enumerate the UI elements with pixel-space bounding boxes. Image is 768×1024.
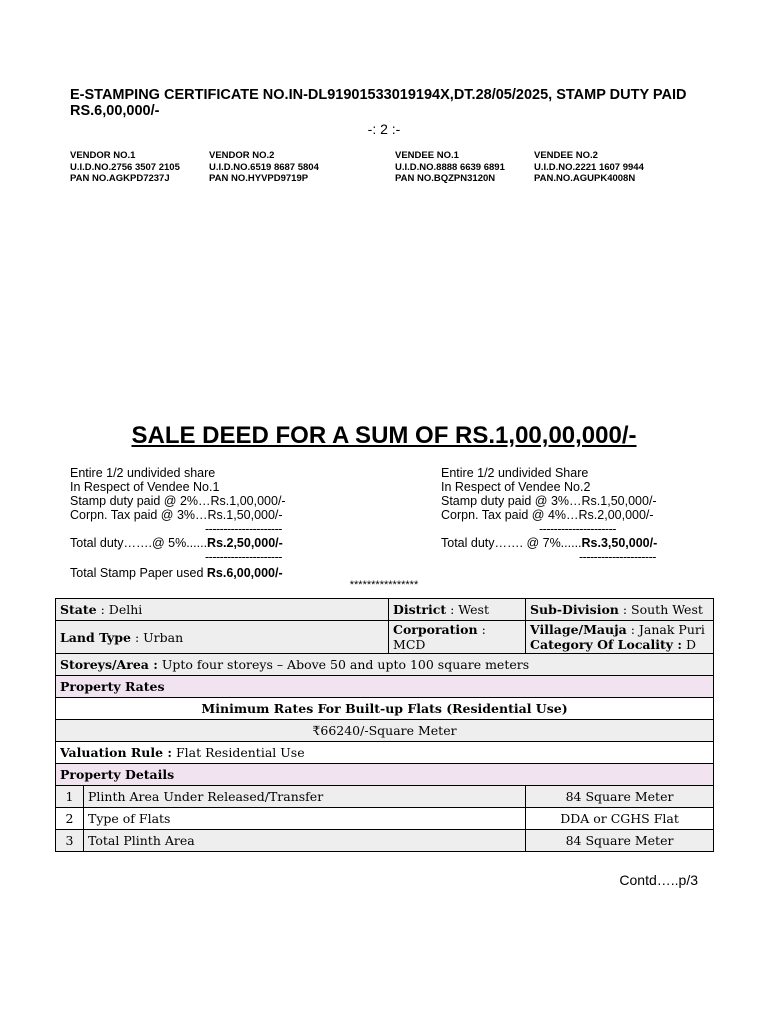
party-title: VENDOR NO.1 [70, 150, 136, 161]
min-rates-row [56, 698, 714, 720]
total-duty-label: Total duty…….@ 5%...... [70, 536, 208, 550]
total-duty-line [70, 536, 286, 550]
row-value: DDA or CGHS Flat [526, 808, 714, 830]
stamp-duty-line: Stamp duty paid @ 2%…Rs.1,00,000/- [70, 494, 286, 508]
party-vendee-2 [534, 150, 644, 185]
vendee-line: In Respect of Vendee No.1 [70, 480, 220, 494]
landtype-row [56, 621, 714, 654]
property-details-row [56, 764, 714, 786]
party-title: VENDEE NO.2 [534, 150, 598, 161]
location-row [56, 599, 714, 621]
state-cell: State : Delhi [56, 599, 389, 621]
row-number: 3 [56, 830, 84, 852]
party-uid: U.I.D.NO.6519 8687 5804 [209, 161, 319, 173]
corpn-tax-line: Corpn. Tax paid @ 3%…Rs.1,50,000/- [70, 508, 283, 522]
property-table [55, 598, 714, 852]
total-duty-value: Rs.3,50,000/- [581, 536, 658, 550]
duty-left [70, 466, 286, 564]
stamp-duty-line: Stamp duty paid @ 3%…Rs.1,50,000/- [441, 494, 657, 508]
property-rates-row [56, 676, 714, 698]
divider-dashes: --------------------- [539, 522, 616, 536]
row-number: 1 [56, 786, 84, 808]
corpn-tax-line: Corpn. Tax paid @ 4%…Rs.2,00,000/- [441, 508, 654, 522]
party-vendor-2 [209, 150, 319, 185]
row-item: Total Plinth Area [84, 830, 526, 852]
stars-separator: **************** [349, 579, 419, 591]
party-uid: U.I.D.NO.2221 1607 9944 [534, 161, 644, 173]
stamp-paper-value: Rs.6,00,000/- [206, 566, 283, 580]
table-row [56, 786, 714, 808]
party-title: VENDOR NO.2 [209, 150, 275, 161]
total-duty-line [441, 536, 657, 550]
property-rates-heading: Property Rates [56, 676, 714, 698]
party-title: VENDEE NO.1 [395, 150, 459, 161]
divider-dashes: --------------------- [205, 522, 282, 536]
valuation-cell: Valuation Rule : Flat Residential Use [56, 742, 714, 764]
row-item: Type of Flats [84, 808, 526, 830]
party-vendor-1 [70, 150, 180, 185]
divider-dashes: --------------------- [579, 550, 656, 564]
certificate-line: E-STAMPING CERTIFICATE NO.IN-DL91901533019194X,DT.28/05/2025, STAMP DUTY PAID RS.6,00,000/- [70, 87, 687, 119]
rate-value: ₹66240/-Square Meter [56, 720, 714, 742]
total-stamp-paper [70, 566, 283, 580]
divider-dashes: --------------------- [205, 550, 282, 564]
total-duty-value: Rs.2,50,000/- [207, 536, 283, 550]
duty-right [441, 466, 657, 564]
corporation-cell: Corporation : MCD [389, 621, 526, 654]
row-number: 2 [56, 808, 84, 830]
row-value: 84 Square Meter [526, 786, 714, 808]
total-duty-label: Total duty……. @ 7%...... [441, 536, 582, 550]
page-marker: -: 2 :- [367, 121, 401, 137]
stamp-paper-label: Total Stamp Paper used [70, 566, 207, 580]
deed-title: SALE DEED FOR A SUM OF RS.1,00,00,000/- [131, 422, 637, 449]
rate-value-row [56, 720, 714, 742]
min-rates-heading: Minimum Rates For Built-up Flats (Residential Use) [56, 698, 714, 720]
row-value: 84 Square Meter [526, 830, 714, 852]
share-line: Entire 1/2 undivided Share [441, 466, 589, 480]
village-locality-cell: Village/Mauja : Janak Puri Category Of Locality : D [526, 621, 714, 654]
party-pan: PAN NO.AGKPD7237J [70, 173, 170, 184]
table-row [56, 808, 714, 830]
row-item: Plinth Area Under Released/Transfer [84, 786, 526, 808]
party-pan: PAN.NO.AGUPK4008N [534, 173, 636, 184]
party-uid: U.I.D.NO.2756 3507 2105 [70, 161, 180, 173]
valuation-row [56, 742, 714, 764]
party-uid: U.I.D.NO.8888 6639 6891 [395, 161, 505, 173]
storeys-row [56, 654, 714, 676]
district-cell: District : West [389, 599, 526, 621]
landtype-cell: Land Type : Urban [56, 621, 389, 654]
party-vendee-1 [395, 150, 505, 185]
property-details-heading: Property Details [56, 764, 714, 786]
continued-note: Contd…..p/3 [619, 872, 698, 888]
share-line: Entire 1/2 undivided share [70, 466, 216, 480]
table-row [56, 830, 714, 852]
party-pan: PAN NO.HYVPD9719P [209, 173, 309, 184]
vendee-line: In Respect of Vendee No.2 [441, 480, 591, 494]
party-pan: PAN NO.BQZPN3120N [395, 173, 496, 184]
storeys-cell: Storeys/Area : Upto four storeys – Above 50 and upto 100 square meters [56, 654, 714, 676]
subdivision-cell: Sub-Division : South West [526, 599, 714, 621]
